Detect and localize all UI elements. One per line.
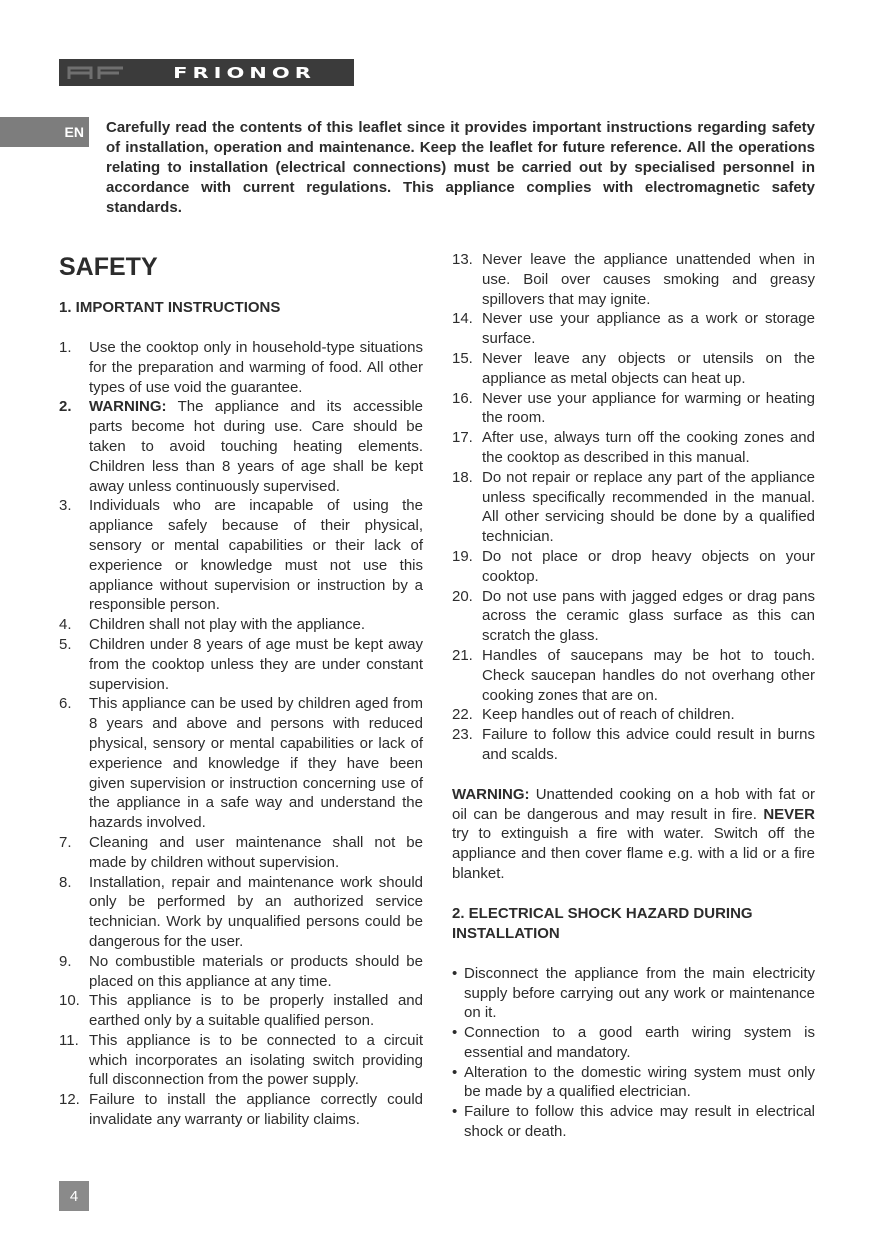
bullet-icon: • (452, 1063, 458, 1081)
list-item-number: 13. (452, 251, 473, 268)
bullet-icon: • (452, 1024, 458, 1042)
list-item-text (89, 694, 423, 833)
list-item-number: 3. (59, 497, 72, 515)
list-item-text (482, 389, 815, 429)
list-item (452, 389, 815, 429)
list-item (452, 349, 815, 389)
list-item-body: Keep handles out of reach of children. (482, 706, 735, 724)
list-item-body: Never leave the appliance unattended when in use. Boil over causes smoking and greasy spillovers that may ignite. (482, 251, 815, 308)
list-item-text (89, 338, 423, 397)
list-item-body: Individuals who are incapable of using the appliance safely because of their physical, sensory or mental capabilities or their lack of experience or knowledge must not use this appliance without supervision or instruction by a responsible person. (89, 497, 423, 614)
list-item (452, 587, 815, 646)
list-item (59, 1090, 423, 1130)
left-column (59, 252, 423, 1130)
list-item-body: Failure to follow this advice could result in burns and scalds. (482, 726, 815, 763)
language-tab: EN (0, 117, 89, 147)
list-item-text (482, 309, 815, 349)
list-item (59, 496, 423, 615)
list-item-text (89, 397, 423, 496)
list-item-body: This appliance is to be properly installed and earthed only by a suitable qualified person. (89, 992, 423, 1030)
list-item-body: No combustible materials or products should be placed on this appliance at any time. (89, 952, 423, 990)
list-item-text (89, 1031, 423, 1090)
list-item-number: 4. (59, 616, 72, 634)
bullet-text: Connection to a good earth wiring system is essential and mandatory. (464, 1024, 815, 1061)
list-item-body: After use, always turn off the cooking zones and the cooktop as described in this manual. (482, 429, 815, 466)
list-item (59, 397, 423, 496)
list-item-number: 2. (59, 398, 72, 416)
list-item (452, 705, 815, 725)
list-item-text (482, 705, 815, 725)
bullet-item (452, 1023, 815, 1063)
section-1-title: 1. IMPORTANT INSTRUCTIONS (59, 299, 281, 316)
list-item-text (89, 635, 423, 694)
list-item-number: 17. (452, 429, 473, 447)
list-item-number: 14. (452, 310, 473, 328)
list-item-text (482, 725, 815, 765)
list-item-text (482, 587, 815, 646)
list-item-text (89, 615, 423, 635)
logo-mark-icon (59, 59, 135, 86)
bullet-text: Disconnect the appliance from the main electricity supply before carrying out any work or maintenance on it. (464, 964, 815, 1022)
logo-wordmark: FRIONOR (173, 63, 316, 82)
list-item (59, 873, 423, 952)
page-number: 4 (59, 1181, 89, 1211)
bullet-icon: • (452, 1103, 458, 1121)
electrical-bullets (452, 964, 815, 1142)
bullet-text: Failure to follow this advice may result in electrical shock or death. (464, 1103, 815, 1141)
warning-text-2: try to extinguish a fire with water. Switch off the appliance and then cover flame e.g. with a lid or a fire blanket. (452, 825, 815, 882)
intro-text: Carefully read the contents of this leaflet since it provides important instructions regarding safety of installation, operation and maintenance. Keep the leaflet for future reference. All the operations relating to installation (electrical connections) must be carried out by specialised personnel in accordance with current regulations. This appliance complies with electromagnetic safety standards. (106, 119, 815, 216)
bullet-item (452, 1102, 815, 1142)
instructions-list-left (59, 338, 423, 1130)
bullet-item (452, 1063, 815, 1103)
list-item-text (482, 468, 815, 547)
list-item (59, 952, 423, 992)
list-item-number: 11. (59, 1031, 79, 1049)
list-item-number: 9. (59, 952, 72, 970)
list-item-number: 22. (452, 706, 473, 724)
list-item-body: Use the cooktop only in household-type situations for the preparation and warming of food. All other types of use void the guarantee. (89, 339, 423, 396)
list-item-number: 18. (452, 468, 473, 486)
list-item (452, 309, 815, 349)
bullet-text: Alteration to the domestic wiring system must only be made by a qualified electrician. (464, 1063, 815, 1101)
list-item-number: 10. (59, 992, 80, 1010)
page-title: SAFETY (59, 253, 158, 281)
list-item-number: 6. (59, 695, 72, 713)
list-item-number: 1. (59, 339, 72, 356)
list-item-number: 15. (452, 349, 473, 367)
list-item-body: Children shall not play with the appliance. (89, 616, 365, 634)
never-lead: NEVER (763, 805, 815, 823)
list-item-body: Never use your appliance as a work or storage surface. (482, 310, 815, 348)
list-item-text (89, 991, 423, 1031)
bullet-icon: • (452, 964, 458, 982)
list-item-body: Handles of saucepans may be hot to touch. Check saucepan handles do not overhang other cooking zones that are on. (482, 646, 815, 704)
list-item-body: Never leave any objects or utensils on the appliance as metal objects can heat up. (482, 349, 815, 387)
list-item (452, 468, 815, 547)
list-item-text (482, 646, 815, 705)
list-item-number: 7. (59, 833, 72, 851)
list-item-text (482, 250, 815, 309)
list-item-body: Never use your appliance for warming or heating the room. (482, 389, 815, 427)
list-item-lead: WARNING: (89, 398, 167, 416)
list-item (452, 547, 815, 587)
list-item (59, 694, 423, 833)
list-item-text (89, 952, 423, 992)
list-item (452, 428, 815, 468)
list-item-body: Do not use pans with jagged edges or drag pans across the ceramic glass surface as this can scratch the glass. (482, 587, 815, 645)
warning-text-1: Unattended cooking on a hob with fat or oil can be dangerous and may result in fire. (452, 785, 815, 823)
list-item (59, 991, 423, 1031)
list-item (59, 833, 423, 873)
list-item-number: 16. (452, 389, 473, 407)
list-item (59, 338, 423, 397)
right-column (452, 250, 815, 1142)
list-item (59, 615, 423, 635)
list-item-body: Do not place or drop heavy objects on your cooktop. (482, 547, 815, 585)
list-item-number: 21. (452, 646, 473, 664)
fire-warning (452, 785, 815, 884)
list-item-text (89, 496, 423, 615)
list-item-body: This appliance can be used by children aged from 8 years and above and persons with reduced physical, sensory or mental capabilities or lack of experience and knowledge if they have been given supervision or instruction concerning use of the appliance in a safe way and understand the hazards involved. (89, 695, 423, 832)
list-item-body: Children under 8 years of age must be kept away from the cooktop unless they are under constant supervision. (89, 635, 423, 693)
list-item-body: Installation, repair and maintenance work should only be performed by an authorized service technician. Work by unqualified persons could be dangerous for the user. (89, 873, 423, 950)
list-item-number: 12. (59, 1091, 80, 1109)
list-item-body: The appliance and its accessible parts become hot during use. Care should be taken to avoid touching heating elements. Children less than 8 years of age shall be kept away unless continuously supervised. (89, 398, 423, 495)
list-item-text (89, 833, 423, 873)
warning-lead: WARNING: (452, 785, 530, 803)
list-item (59, 1031, 423, 1090)
list-item-body: Do not repair or replace any part of the appliance unless specifically recommended in the manual. All other servicing should be done by a qualified technician. (482, 468, 815, 546)
brand-logo (59, 59, 354, 86)
list-item-text (482, 428, 815, 468)
list-item-number: 19. (452, 547, 473, 565)
list-item-text (482, 349, 815, 389)
instructions-list-right (452, 250, 815, 765)
list-item-number: 20. (452, 587, 473, 605)
list-item-number: 23. (452, 726, 473, 744)
bullet-item (452, 964, 815, 1023)
list-item-body: Cleaning and user maintenance shall not be made by children without supervision. (89, 833, 423, 871)
list-item (59, 635, 423, 694)
list-item (452, 646, 815, 705)
section-2-title: 2. ELECTRICAL SHOCK HAZARD DURING INSTALLATION (452, 904, 753, 942)
list-item-text (89, 1090, 423, 1130)
list-item (452, 725, 815, 765)
list-item-number: 5. (59, 635, 72, 653)
list-item-body: Failure to install the appliance correctly could invalidate any warranty or liability claims. (89, 1091, 423, 1129)
list-item-text (482, 547, 815, 587)
list-item (452, 250, 815, 309)
list-item-text (89, 873, 423, 952)
list-item-body: This appliance is to be connected to a circuit which incorporates an isolating switch providing full disconnection from the power supply. (89, 1031, 423, 1089)
list-item-number: 8. (59, 873, 72, 891)
